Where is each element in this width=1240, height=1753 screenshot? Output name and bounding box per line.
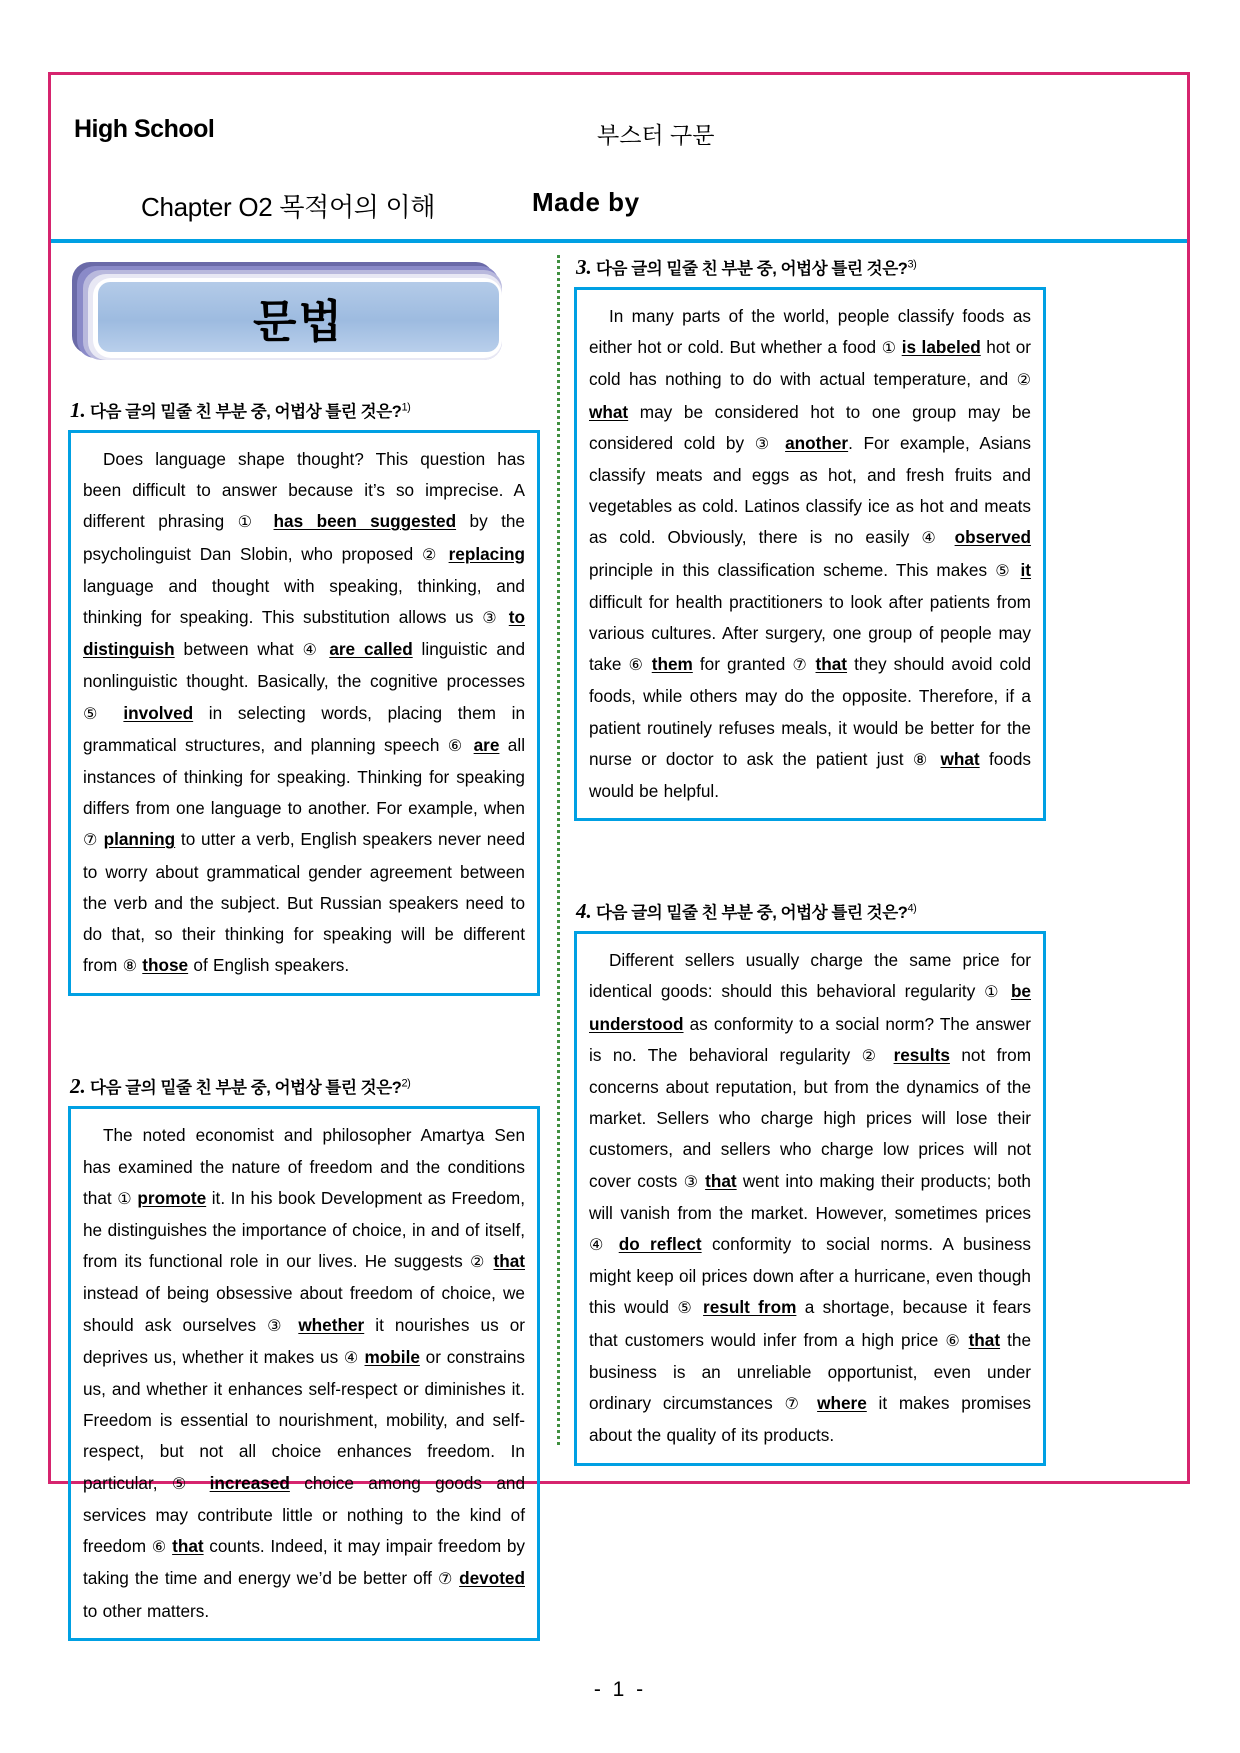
header-booster-title: 부스터 구문 <box>597 122 715 148</box>
page-header <box>51 75 1187 243</box>
page-footer: - 1 - <box>593 1678 647 1701</box>
header-chapter-title: Chapter O2 목적어의 이해 <box>141 192 436 222</box>
header-school-label: High School <box>74 115 215 143</box>
question-1-passage: Does language shape thought? This question has been difficult to answer because it’s so imprecise. A different phrasing ① has been suggested by the psycholinguist Dan Slobin, who proposed ② replacing language and thought with speaking, thinking, and thinking for speaking. This substitution allows us ③ to distinguish between what ④ are called linguistic and nonlinguistic thought. Basically, the cognitive processes ⑤ involved in selecting words, placing them in grammatical structures, and planning speech ⑥ are all instances of thinking for speaking. Thinking for speaking differs from one language to another. For example, when ⑦ planning to utter a verb, English speakers never need to worry about grammatical gender agreement between the verb and the subject. But Russian speakers need to do that, so their thinking for speaking will be different from ⑧ those of English speakers. <box>68 430 540 996</box>
header-made-by-label: Made by <box>532 187 640 217</box>
question-block-4 <box>574 899 1046 1465</box>
question-3-number: 3. <box>576 255 592 279</box>
question-3-passage: In many parts of the world, people classify foods as either hot or cold. But whether a food ① is labeled hot or cold has nothing to do with actual temperature, and ② what may be considered hot to one group may be considered cold by ③ another. For example, Asians classify meats and eggs as hot, and fresh fruits and vegetables as cold. Latinos classify ice as hot and meats as cold. Obviously, there is no easily ④ observed principle in this classification scheme. This makes ⑤ it difficult for health practitioners to look after patients from various cultures. After surgery, one group of people may take ⑥ them for granted ⑦ that they should avoid cold foods, while others may do the opposite. Therefore, if a patient routinely refuses meals, it would be better for the nurse or doctor to ask the patient just ⑧ what foods would be helpful. <box>574 287 1046 821</box>
question-2-prompt: 다음 글의 밑줄 친 부분 중, 어법상 틀린 것은? <box>89 1079 402 1098</box>
question-4-footnote: 4) <box>907 902 917 915</box>
question-3-prompt: 다음 글의 밑줄 친 부분 중, 어법상 틀린 것은? <box>595 260 908 278</box>
question-block-3 <box>574 255 1046 821</box>
question-2-passage: The noted economist and philosopher Amartya Sen has examined the nature of freedom and the conditions that ① promote it. In his book Development as Freedom, he distinguishes the importance of choice, in and of itself, from its functional role in our lives. He suggests ② that instead of being obsessive about freedom of choice, we should ask ourselves ③ whether it nourishes us or deprives us, whether it makes us ④ mobile or constrains us, and whether it enhances self-respect or diminishes it. Freedom is essential to nourishment, mobility, and self-respect, but not all choice enhances freedom. In particular, ⑤ increased choice among goods and services may contribute little or nothing to the kind of freedom ⑥ that counts. Indeed, it may impair freedom by taking the time and energy we’d be better off ⑦ devoted to other matters. <box>68 1106 540 1640</box>
question-1-heading <box>70 398 540 423</box>
question-1-footnote: 1) <box>401 401 411 414</box>
question-block-1 <box>68 398 540 996</box>
question-4-passage: Different sellers usually charge the same price for identical goods: should this behavioral regularity ① be understood as conformity to a social norm? The answer is no. The behavioral regularity ② results not from concerns about reputation, but from the dynamics of the market. Sellers who charge high prices will lose their customers, and sellers who charge low prices will not cover costs ③ that went into making their products; both will vanish from the market. However, sometimes prices ④ do reflect conformity to social norms. A business might keep oil prices down after a hurricane, even though this would ⑤ result from a shortage, because it fears that customers would infer from a high price ⑥ that the business is an unreliable opportunist, even under ordinary circumstances ⑦ where it makes promises about the quality of its products. <box>574 931 1046 1465</box>
question-1-number: 1. <box>70 398 86 422</box>
column-divider <box>557 255 560 1445</box>
question-2-heading <box>70 1074 540 1099</box>
banner-title: 문법 <box>253 295 344 347</box>
question-2-footnote: 2) <box>401 1077 411 1090</box>
question-4-number: 4. <box>576 899 592 924</box>
question-4-heading <box>576 899 1046 924</box>
question-2-number: 2. <box>70 1074 86 1099</box>
section-banner <box>72 262 502 362</box>
question-4-prompt: 다음 글의 밑줄 친 부분 중, 어법상 틀린 것은? <box>595 904 908 923</box>
question-3-footnote: 3) <box>907 258 917 271</box>
question-3-heading <box>576 255 1046 280</box>
right-column <box>574 255 1046 1466</box>
question-1-prompt: 다음 글의 밑줄 친 부분 중, 어법상 틀린 것은? <box>89 403 402 421</box>
question-block-2 <box>68 1074 540 1640</box>
left-column <box>68 255 540 1641</box>
